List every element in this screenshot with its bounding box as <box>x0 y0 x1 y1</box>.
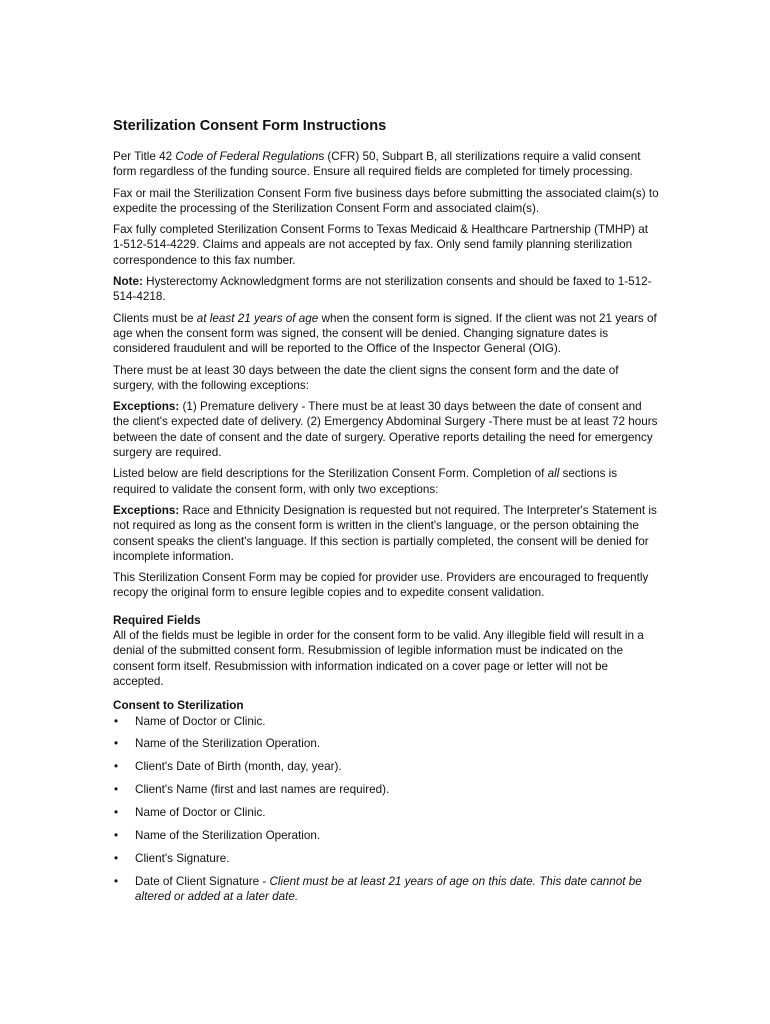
age-text-c: when the consent form is signed. If the client was not 21 years of age when the consent form was signed, the consent will be denied. Changing signature dates is considered fraudulent and will be reported to the Office of the Inspector General (OIG). <box>113 311 657 356</box>
age-text-a: Clients must be <box>113 311 197 325</box>
bullet-icon: • <box>114 806 119 820</box>
cfr-text-italic: Code of Federal Regulation <box>175 150 319 163</box>
bullet-icon: • <box>114 783 119 797</box>
bullet-icon: • <box>114 760 119 774</box>
list-item <box>113 805 661 820</box>
paragraph-fax-number: Fax fully completed Sterilization Consent Forms to Texas Medicaid & Healthcare Partnership (TMHP) at 1-512-514-4229. Claims and appeals are not accepted by fax. Only send family planning sterilization correspondence to this fax number. <box>113 223 649 267</box>
note-text: Hysterectomy Acknowledgment forms are not sterilization consents and should be faxed to 1-512-514-4218. <box>113 275 652 304</box>
required-fields-heading: Required Fields <box>113 613 201 627</box>
paragraph-30-days: There must be at least 30 days between the date the client signs the consent form and the date of surgery, with the following exceptions: <box>113 363 619 392</box>
list-item <box>113 828 661 843</box>
exceptions-label: Exceptions: <box>113 400 180 414</box>
paragraph-age <box>113 311 661 357</box>
cfr-text-a: Per Title 42 <box>113 150 176 163</box>
paragraph-legible: All of the fields must be legible in order for the consent form to be valid. Any illegible field will result in a denial of the submitted consent form. Resubmission of legible information must be indicated on the consent form itself. Resubmission with information indicated on a cover page or letter will not be accepted. <box>113 629 644 688</box>
list-item-text-italic: Client must be at least 21 years of age on this date. This date cannot be altered or added at a later date. <box>135 874 642 904</box>
list-item-text: Name of Doctor or Clinic. <box>135 714 266 728</box>
paragraph-fax-or-mail: Fax or mail the Sterilization Consent Form five business days before submitting the associated claim(s) to expedite the processing of the Sterilization Consent Form and associated claim(s). <box>113 186 659 215</box>
age-text-italic: at least 21 years of age <box>196 311 319 325</box>
list-item-text: Name of the Sterilization Operation. <box>135 737 321 751</box>
paragraph-cfr <box>113 149 661 180</box>
list-item-text: Date of Client Signature - <box>135 874 270 888</box>
cfr-text-c: s (CFR) 50, Subpart B, all sterilizations require a valid consent form regardless of the funding source. Ensure all required fields are completed for timely processing. <box>113 150 641 179</box>
list-item <box>113 851 661 866</box>
paragraph-copy: This Sterilization Consent Form may be copied for provider use. Providers are encouraged to frequently recopy the original form to ensure legible copies and to expedite consent validation. <box>113 571 649 600</box>
bullet-icon: • <box>114 828 119 842</box>
paragraph-note <box>113 274 661 305</box>
bullet-icon: • <box>114 714 119 728</box>
list-item <box>113 736 661 751</box>
paragraph-field-descriptions <box>113 466 661 497</box>
page-title: Sterilization Consent Form Instructions <box>113 118 387 134</box>
list-item-text: Client's Signature. <box>135 851 230 865</box>
bullet-icon: • <box>114 874 119 888</box>
list-item-date-signature <box>113 874 661 905</box>
list-item-text: Name of Doctor or Clinic. <box>135 806 266 820</box>
note-label: Note: <box>113 275 143 289</box>
exceptions-text: (1) Premature delivery - There must be at least 30 days between the date of consent and the client's expected date of delivery. (2) Emergency Abdominal Surgery -There must be at least 72 hours between the date of consent and the date of surgery. Operative reports detailing the need for emergency surgery are required. <box>113 400 658 460</box>
list-item-text: Name of the Sterilization Operation. <box>135 828 321 842</box>
fields-text-c: sections is required to validate the consent form, with only two exceptions: <box>113 467 618 496</box>
exceptions-race-text: Race and Ethnicity Designation is requested but not required. The Interpreter's Statement is not required as long as the consent form is written in the client's language, or the person obtaining the consent speaks the client's language. If this section is partially completed, the consent will be denied for incomplete information. <box>113 503 657 563</box>
list-item <box>113 714 661 729</box>
list-item-text: Client's Name (first and last names are required). <box>135 783 390 797</box>
paragraph-exceptions-race <box>113 503 661 564</box>
bullet-icon: • <box>114 851 119 865</box>
fields-text-italic: all <box>547 467 560 481</box>
bullet-icon: • <box>114 737 119 751</box>
document-content <box>113 117 661 912</box>
paragraph-exceptions-delivery <box>113 399 661 460</box>
exceptions-race-label: Exceptions: <box>113 503 180 517</box>
list-item-text: Client's Date of Birth (month, day, year). <box>135 760 342 774</box>
consent-heading: Consent to Sterilization <box>113 699 244 713</box>
list-item <box>113 759 661 774</box>
list-item <box>113 782 661 797</box>
fields-text-a: Listed below are field descriptions for the Sterilization Consent Form. Completion of <box>113 467 548 481</box>
consent-field-list <box>113 714 661 905</box>
